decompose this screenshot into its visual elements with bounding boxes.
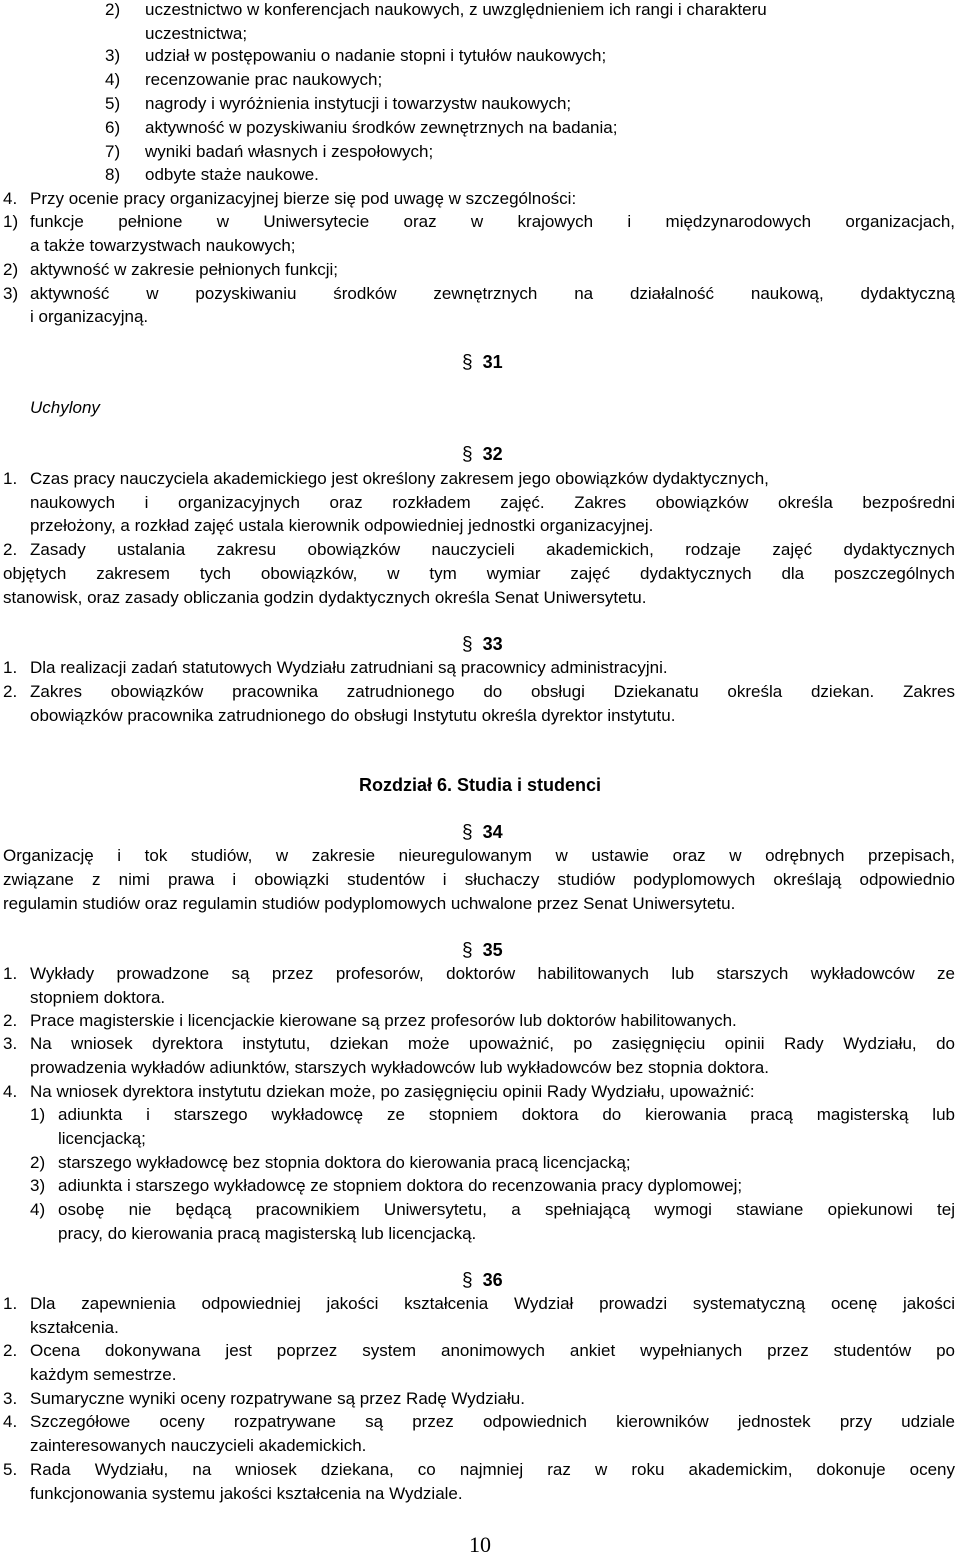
sub-item-number: 3) bbox=[3, 284, 19, 303]
sub-item-number: 1) bbox=[3, 212, 19, 231]
item-number: 2. bbox=[3, 540, 18, 559]
item-text: Wykłady prowadzone są przez profesorów, doktorów habilitowanych lub starszych wykładowców ze bbox=[30, 964, 955, 983]
sub-item-text: adiunkta i starszego wykładowcę ze stopniem doktora do recenzowania pracy dyplomowej; bbox=[58, 1176, 743, 1195]
sub-item-number: 4) bbox=[30, 1200, 46, 1219]
sub-item-text: licencjacką; bbox=[58, 1129, 146, 1148]
item-text: Zakres obowiązków pracownika zatrudnionego do obsługi Dziekanatu określa dziekan. Zakres bbox=[30, 682, 955, 701]
list-item-number: 7) bbox=[105, 142, 121, 161]
item-text: zainteresowanych nauczycieli akademickich. bbox=[30, 1436, 367, 1455]
item-number: 1. bbox=[3, 658, 18, 677]
list-item-text: aktywność w pozyskiwaniu środków zewnętrznych na badania; bbox=[145, 118, 618, 137]
section-sign: § bbox=[462, 1270, 473, 1291]
item-text: stopniem doktora. bbox=[30, 988, 166, 1007]
item-text: kształcenia. bbox=[30, 1318, 119, 1337]
list-item-number: 4) bbox=[105, 70, 121, 89]
paragraph-31-heading bbox=[462, 352, 503, 374]
item-number: 2. bbox=[3, 1011, 18, 1030]
paragraph-32-heading bbox=[462, 444, 503, 466]
paragraph-text: regulamin studiów oraz regulamin studiów podyplomowych uchwalone przez Senat Uniwersytetu. bbox=[3, 894, 736, 913]
paragraph-36-heading bbox=[462, 1270, 503, 1292]
sub-item-text: aktywność w zakresie pełnionych funkcji; bbox=[30, 260, 339, 279]
paragraph-33-heading bbox=[462, 634, 503, 656]
paragraph-number: 36 bbox=[482, 1270, 503, 1290]
sub-item-number: 3) bbox=[30, 1176, 46, 1195]
item-number: 1. bbox=[3, 1294, 18, 1313]
item-text: Sumaryczne wyniki oceny rozpatrywane są przez Radę Wydziału. bbox=[30, 1389, 525, 1408]
sub-item-text: funkcje pełnione w Uniwersytecie oraz w krajowych i międzynarodowych organizacjach, bbox=[30, 212, 955, 231]
list-item-number: 5) bbox=[105, 94, 121, 113]
item-text: funkcjonowania systemu jakości kształcenia na Wydziale. bbox=[30, 1484, 463, 1503]
paragraph-number: 34 bbox=[482, 822, 503, 842]
item-text: Zasady ustalania zakresu obowiązków nauczycieli akademickich, rodzaje zajęć dydaktycznych bbox=[30, 540, 955, 559]
item-text: Czas pracy nauczyciela akademickiego jest określony zakresem jego obowiązków dydaktycznych, bbox=[30, 469, 769, 488]
sub-item-text: osobę nie będącą pracownikiem Uniwersytetu, a spełniającą wymogi stawiane opiekunowi tej bbox=[58, 1200, 955, 1219]
item-text: naukowych i organizacyjnych oraz rozkładem zajęć. Zakres obowiązków określa bezpośredni bbox=[30, 493, 955, 512]
sub-item-text: starszego wykładowcę bez stopnia doktora do kierowania pracą licencjacką; bbox=[58, 1153, 631, 1172]
paragraph-number: 32 bbox=[482, 444, 503, 464]
item-text: obowiązków pracownika zatrudnionego do obsługi Instytutu określa dyrektor instytutu. bbox=[30, 706, 676, 725]
item-text: każdym semestrze. bbox=[30, 1365, 177, 1384]
list-item-text: nagrody i wyróżnienia instytucji i towarzystw naukowych; bbox=[145, 94, 572, 113]
item-number: 1. bbox=[3, 964, 18, 983]
paragraph-35-heading bbox=[462, 940, 503, 962]
sub-item-text: aktywność w pozyskiwaniu środków zewnętrznych na działalność naukową, dydaktyczną bbox=[30, 284, 955, 303]
item-number: 4. bbox=[3, 189, 18, 208]
paragraph-34-heading bbox=[462, 822, 503, 844]
sub-item-number: 2) bbox=[30, 1153, 46, 1172]
section-sign: § bbox=[462, 352, 473, 373]
sub-item-text: pracy, do kierowania pracą magisterską lub licencjacką. bbox=[58, 1224, 477, 1243]
item-text: Szczegółowe oceny rozpatrywane są przez odpowiednich kierowników jednostek przy udziale bbox=[30, 1412, 955, 1431]
list-item-text: recenzowanie prac naukowych; bbox=[145, 70, 383, 89]
item-text: Na wniosek dyrektora instytutu dziekan może, po zasięgnięciu opinii Rady Wydziału, upoważnić: bbox=[30, 1082, 755, 1101]
list-item-number: 2) bbox=[105, 0, 121, 19]
list-item-text: uczestnictwa; bbox=[145, 24, 248, 43]
paragraph-text: Organizację i tok studiów, w zakresie nieuregulowanym w ustawie oraz w odrębnych przepisach, bbox=[3, 846, 955, 865]
sub-item-text: i organizacyjną. bbox=[30, 307, 149, 326]
section-sign: § bbox=[462, 634, 473, 655]
item-number: 4. bbox=[3, 1082, 18, 1101]
page-number: 10 bbox=[469, 1532, 491, 1557]
chapter-heading bbox=[0, 775, 960, 796]
list-item-text: wyniki badań własnych i zespołowych; bbox=[145, 142, 434, 161]
item-number: 5. bbox=[3, 1460, 18, 1479]
sub-item-text: adiunkta i starszego wykładowcę ze stopniem doktora do kierowania pracą magisterską lub bbox=[58, 1105, 955, 1124]
item-text: Przy ocenie pracy organizacyjnej bierze się pod uwagę w szczególności: bbox=[30, 189, 577, 208]
list-item-number: 8) bbox=[105, 165, 121, 184]
list-item-text: uczestnictwo w konferencjach naukowych, z uwzględnieniem ich rangi i charakteru bbox=[145, 0, 767, 19]
list-item-text: udział w postępowaniu o nadanie stopni i tytułów naukowych; bbox=[145, 46, 607, 65]
section-sign: § bbox=[462, 940, 473, 961]
item-number: 2. bbox=[3, 682, 18, 701]
paragraph-text: związane z nimi prawa i obowiązki studentów i słuchaczy studiów podyplomowych określają odpowiednio bbox=[3, 870, 955, 889]
item-text: Ocena dokonywana jest poprzez system anonimowych ankiet wypełnianych przez studentów po bbox=[30, 1341, 955, 1360]
section-sign: § bbox=[462, 822, 473, 843]
item-text: Prace magisterskie i licencjackie kierowane są przez profesorów lub doktorów habilitowanych. bbox=[30, 1011, 737, 1030]
list-item-number: 3) bbox=[105, 46, 121, 65]
item-text: objętych zakresem tych obowiązków, w tym wymiar zajęć dydaktycznych dla poszczególnych bbox=[3, 564, 955, 583]
item-text: Rada Wydziału, na wniosek dziekana, co najmniej raz w roku akademickim, dokonuje oceny bbox=[30, 1460, 955, 1479]
paragraph-number: 31 bbox=[482, 352, 503, 372]
sub-item-number: 2) bbox=[3, 260, 19, 279]
item-number: 4. bbox=[3, 1412, 18, 1431]
chapter-label: Rozdział 6. bbox=[358, 775, 452, 795]
item-number: 3. bbox=[3, 1389, 18, 1408]
item-text: prowadzenia wykładów adiunktów, starszych wykładowców lub wykładowców bez stopnia doktora. bbox=[30, 1058, 769, 1077]
item-number: 3. bbox=[3, 1034, 18, 1053]
item-text: Dla zapewnienia odpowiedniej jakości kształcenia Wydział prowadzi systematyczną ocenę jakości bbox=[30, 1294, 955, 1313]
paragraph-number: 35 bbox=[482, 940, 503, 960]
item-text: Na wniosek dyrektora instytutu, dziekan może upoważnić, po zasięgnięciu opinii Rady Wydziału, do bbox=[30, 1034, 955, 1053]
section-sign: § bbox=[462, 444, 473, 465]
item-number: 2. bbox=[3, 1341, 18, 1360]
sub-item-number: 1) bbox=[30, 1105, 46, 1124]
chapter-title: Studia i studenci bbox=[457, 775, 602, 795]
list-item-text: odbyte staże naukowe. bbox=[145, 165, 319, 184]
list-item-number: 6) bbox=[105, 118, 121, 137]
item-text: przełożony, a rozkład zajęć ustala kierownik odpowiedniej jednostki organizacyjnej. bbox=[30, 516, 654, 535]
sub-item-text: a także towarzystwach naukowych; bbox=[30, 236, 296, 255]
item-text: Dla realizacji zadań statutowych Wydziału zatrudniani są pracownicy administracyjni. bbox=[30, 658, 668, 677]
repealed-note: Uchylony bbox=[30, 398, 100, 417]
item-number: 1. bbox=[3, 469, 18, 488]
paragraph-number: 33 bbox=[482, 634, 503, 654]
item-text: stanowisk, oraz zasady obliczania godzin dydaktycznych określa Senat Uniwersytetu. bbox=[3, 588, 647, 607]
